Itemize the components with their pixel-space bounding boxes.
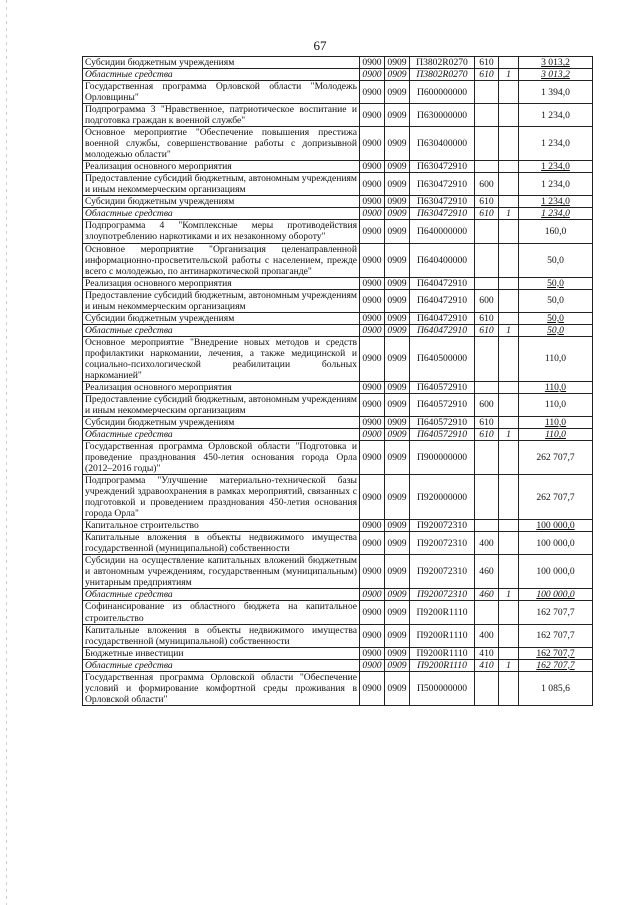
row-subsection: 0909 [385,81,410,104]
row-expense-type: 610 [475,57,499,69]
row-amount [519,336,593,381]
row-name: Областные средства [83,659,360,671]
row-name: Субсидии на осуществление капитальных вложений бюджетным и автономным учреждениям, государственным (муниципальным) унитарным предприятиям [83,555,360,589]
row-expense-type: 460 [475,555,499,589]
row-subsection: 0909 [385,243,410,277]
row-amount [519,196,593,208]
row-fund-source [499,57,519,69]
row-section: 0900 [360,532,385,555]
table-row [83,220,593,243]
row-section: 0900 [360,601,385,624]
table-row [83,416,593,428]
row-fund-source [499,220,519,243]
row-fund-source [499,601,519,624]
row-fund-source [499,532,519,555]
row-target-code: П920072310 [410,589,475,601]
row-section: 0900 [360,104,385,127]
row-name: Подпрограмма 4 "Комплексные меры противодействия злоупотреблению наркотиками и их незаконному обороту" [83,220,360,243]
budget-table [82,56,593,706]
row-expense-type [475,277,499,289]
table-row [83,647,593,659]
row-amount [519,475,593,520]
row-section: 0900 [360,208,385,220]
row-name: Капитальные вложения в объекты недвижимого имущества государственной (муниципальной) собственности [83,624,360,647]
amount-value: 50,0 [547,254,564,266]
row-name: Областные средства [83,429,360,441]
row-fund-source [499,173,519,196]
table-row [83,69,593,81]
row-subsection: 0909 [385,601,410,624]
row-section: 0900 [360,624,385,647]
row-section: 0900 [360,277,385,289]
table-row [83,57,593,69]
row-fund-source: 1 [499,69,519,81]
row-section: 0900 [360,69,385,81]
row-fund-source [499,555,519,589]
row-target-code: П640572910 [410,416,475,428]
row-name: Областные средства [83,589,360,601]
row-expense-type: 460 [475,589,499,601]
row-name: Областные средства [83,324,360,336]
row-name: Основное мероприятие "Организация целенаправленной информационно-просветительской работы с населением, прежде всего с молодежью, по антинаркотической пропаганде" [83,243,360,277]
row-fund-source [499,161,519,173]
row-expense-type [475,104,499,127]
row-amount [519,429,593,441]
row-subsection: 0909 [385,161,410,173]
row-subsection: 0909 [385,127,410,161]
row-fund-source [499,104,519,127]
row-name: Государственная программа Орловской области "Подготовка и проведение празднования 450-летия основания города Орла (2012–2016 годы)" [83,441,360,475]
amount-value: 110,0 [544,399,567,411]
row-target-code: П9200R1110 [410,659,475,671]
row-subsection: 0909 [385,624,410,647]
row-expense-type: 600 [475,173,499,196]
row-amount [519,127,593,161]
row-expense-type [475,381,499,393]
row-amount [519,381,593,393]
row-amount [519,647,593,659]
row-fund-source [499,289,519,312]
row-target-code: П630000000 [410,104,475,127]
table-row [83,289,593,312]
amount-value: 1 234,0 [541,196,570,208]
row-name: Областные средства [83,208,360,220]
row-expense-type: 610 [475,312,499,324]
row-amount [519,589,593,601]
row-target-code: П920000000 [410,475,475,520]
row-fund-source: 1 [499,429,519,441]
row-expense-type [475,161,499,173]
row-target-code: П640400000 [410,243,475,277]
row-name: Субсидии бюджетным учреждениям [83,416,360,428]
amount-value: 110,0 [544,353,567,365]
amount-value: 1 234,0 [541,109,570,121]
row-subsection: 0909 [385,659,410,671]
row-section: 0900 [360,220,385,243]
row-subsection: 0909 [385,520,410,532]
row-section: 0900 [360,416,385,428]
row-section: 0900 [360,173,385,196]
amount-value: 3 013,2 [541,69,570,81]
row-expense-type: 610 [475,429,499,441]
row-expense-type: 610 [475,324,499,336]
row-amount [519,161,593,173]
table-row [83,381,593,393]
row-target-code: П640472910 [410,277,475,289]
amount-value: 162 707,7 [536,659,575,671]
table-row [83,671,593,705]
row-amount [519,520,593,532]
table-row [83,104,593,127]
table-row [83,624,593,647]
table-row [83,196,593,208]
row-expense-type [475,671,499,705]
row-subsection: 0909 [385,277,410,289]
row-target-code: П500000000 [410,671,475,705]
row-amount [519,243,593,277]
row-section: 0900 [360,520,385,532]
row-name: Подпрограмма 3 "Нравственное, патриотическое воспитание и подготовка граждан к военной службе" [83,104,360,127]
amount-value: 50,0 [547,277,564,289]
row-subsection: 0909 [385,289,410,312]
row-target-code: П640472910 [410,312,475,324]
row-subsection: 0909 [385,196,410,208]
row-target-code: П920072310 [410,555,475,589]
row-name: Подпрограмма "Улучшение материально-технической базы учреждений здравоохранения в рамках мероприятий, связанных с подготовкой и проведением празднования 450-летия основания города Орла" [83,475,360,520]
row-expense-type: 610 [475,196,499,208]
row-fund-source [499,81,519,104]
row-section: 0900 [360,336,385,381]
amount-value: 262 707,7 [536,452,575,464]
row-expense-type [475,243,499,277]
row-amount [519,601,593,624]
row-name: Реализация основного мероприятия [83,161,360,173]
row-amount [519,324,593,336]
row-amount [519,416,593,428]
table-row [83,336,593,381]
row-fund-source [499,624,519,647]
row-name: Капитальные вложения в объекты недвижимого имущества государственной (муниципальной) собственности [83,532,360,555]
amount-value: 1 234,0 [541,161,570,173]
row-name: Субсидии бюджетным учреждениям [83,196,360,208]
row-amount [519,671,593,705]
row-subsection: 0909 [385,336,410,381]
row-target-code: П3802R0270 [410,69,475,81]
row-section: 0900 [360,312,385,324]
row-section: 0900 [360,659,385,671]
table-row [83,555,593,589]
row-name: Капитальное строительство [83,520,360,532]
amount-value: 110,0 [544,416,567,428]
row-subsection: 0909 [385,647,410,659]
amount-value: 110,0 [544,381,567,393]
row-expense-type: 610 [475,69,499,81]
row-subsection: 0909 [385,173,410,196]
table-row [83,659,593,671]
row-section: 0900 [360,381,385,393]
row-section: 0900 [360,57,385,69]
row-subsection: 0909 [385,475,410,520]
row-target-code: П640472910 [410,289,475,312]
row-section: 0900 [360,393,385,416]
row-subsection: 0909 [385,441,410,475]
page-number: 67 [313,38,327,53]
row-target-code: П3802R0270 [410,57,475,69]
row-expense-type [475,520,499,532]
row-target-code: П9200R1110 [410,624,475,647]
row-fund-source [499,520,519,532]
row-fund-source [499,441,519,475]
row-fund-source [499,475,519,520]
row-target-code: П920072310 [410,532,475,555]
row-expense-type: 600 [475,393,499,416]
table-row [83,161,593,173]
row-name: Реализация основного мероприятия [83,381,360,393]
row-name: Государственная программа Орловской области "Молодежь Орловщины" [83,81,360,104]
row-name: Реализация основного мероприятия [83,277,360,289]
row-target-code: П900000000 [410,441,475,475]
row-expense-type: 400 [475,532,499,555]
row-section: 0900 [360,555,385,589]
row-target-code: П640000000 [410,220,475,243]
row-amount [519,69,593,81]
table-row [83,81,593,104]
amount-value: 50,0 [547,312,564,324]
row-fund-source: 1 [499,324,519,336]
amount-value: 262 707,7 [536,491,575,503]
amount-value: 1 234,0 [541,138,570,150]
row-amount [519,659,593,671]
row-section: 0900 [360,127,385,161]
row-amount [519,208,593,220]
amount-value: 50,0 [547,295,564,307]
table-row [83,475,593,520]
row-fund-source [499,243,519,277]
scan-margin-line [6,0,7,905]
table-row [83,589,593,601]
row-expense-type [475,220,499,243]
row-section: 0900 [360,441,385,475]
row-expense-type: 610 [475,416,499,428]
row-name: Предоставление субсидий бюджетным, автономным учреждениям и иным некоммерческим организациям [83,393,360,416]
row-amount [519,532,593,555]
row-expense-type [475,441,499,475]
row-expense-type: 400 [475,624,499,647]
row-fund-source [499,127,519,161]
table-row [83,441,593,475]
row-amount [519,393,593,416]
table-row [83,173,593,196]
row-subsection: 0909 [385,324,410,336]
row-amount [519,312,593,324]
row-fund-source [499,196,519,208]
row-section: 0900 [360,429,385,441]
row-expense-type: 610 [475,208,499,220]
row-name: Субсидии бюджетным учреждениям [83,57,360,69]
amount-value: 100 000,0 [536,589,575,601]
table-row [83,532,593,555]
row-fund-source: 1 [499,659,519,671]
row-amount [519,624,593,647]
row-section: 0900 [360,196,385,208]
row-section: 0900 [360,81,385,104]
row-subsection: 0909 [385,589,410,601]
table-row [83,277,593,289]
row-section: 0900 [360,161,385,173]
row-section: 0900 [360,243,385,277]
row-name: Предоставление субсидий бюджетным, автономным учреждениям и иным некоммерческим организациям [83,173,360,196]
amount-value: 1 394,0 [541,86,570,98]
row-expense-type [475,81,499,104]
row-fund-source [499,277,519,289]
row-name: Софинансирование из областного бюджета на капитальное строительство [83,601,360,624]
amount-value: 110,0 [545,429,566,440]
table-row [83,520,593,532]
row-fund-source [499,647,519,659]
row-target-code: П640472910 [410,324,475,336]
amount-value: 3 013,2 [541,57,570,68]
row-target-code: П920072310 [410,520,475,532]
row-subsection: 0909 [385,104,410,127]
row-subsection: 0909 [385,532,410,555]
row-target-code: П630472910 [410,208,475,220]
amount-value: 100 000,0 [536,537,575,549]
row-subsection: 0909 [385,208,410,220]
row-amount [519,57,593,69]
amount-value: 100 000,0 [536,566,575,578]
row-expense-type: 410 [475,659,499,671]
row-target-code: П640572910 [410,429,475,441]
table-row [83,601,593,624]
row-section: 0900 [360,289,385,312]
row-expense-type [475,601,499,624]
row-section: 0900 [360,647,385,659]
row-subsection: 0909 [385,220,410,243]
row-name: Бюджетные инвестиции [83,647,360,659]
amount-value: 1 234,0 [541,178,570,190]
row-amount [519,220,593,243]
row-section: 0900 [360,475,385,520]
row-amount [519,555,593,589]
row-section: 0900 [360,589,385,601]
row-target-code: П630472910 [410,161,475,173]
row-expense-type [475,336,499,381]
table-row [83,208,593,220]
row-target-code: П640572910 [410,393,475,416]
row-target-code: П9200R1110 [410,647,475,659]
row-amount [519,441,593,475]
amount-value: 162 707,7 [536,630,575,642]
row-fund-source [499,336,519,381]
row-name: Основное мероприятие "Внедрение новых методов и средств профилактики наркомании, лечения, а также медицинской и социально-психологической реабилитации больных наркоманией" [83,336,360,381]
row-expense-type: 410 [475,647,499,659]
row-subsection: 0909 [385,416,410,428]
row-fund-source [499,381,519,393]
amount-value: 50,0 [547,324,564,336]
row-amount [519,104,593,127]
row-fund-source [499,312,519,324]
row-subsection: 0909 [385,429,410,441]
row-subsection: 0909 [385,381,410,393]
amount-value: 160,0 [544,225,567,237]
row-target-code: П640572910 [410,381,475,393]
table-row [83,243,593,277]
budget-table-body [83,57,593,706]
amount-value: 100 000,0 [536,520,575,532]
row-expense-type [475,127,499,161]
table-row [83,393,593,416]
row-target-code: П640500000 [410,336,475,381]
amount-value: 162 707,7 [536,647,575,659]
row-amount [519,173,593,196]
amount-value: 1 085,6 [541,682,570,694]
row-target-code: П630472910 [410,173,475,196]
row-name: Субсидии бюджетным учреждениям [83,312,360,324]
table-row [83,127,593,161]
amount-value: 1 234,0 [541,208,570,220]
row-name: Государственная программа Орловской области "Обеспечение условий и формирование комфортной среды проживания в Орловской области" [83,671,360,705]
row-subsection: 0909 [385,57,410,69]
row-fund-source [499,416,519,428]
row-amount [519,81,593,104]
row-subsection: 0909 [385,555,410,589]
row-amount [519,277,593,289]
table-row [83,312,593,324]
row-fund-source: 1 [499,589,519,601]
row-name: Основное мероприятие "Обеспечение повышения престижа военной службы, совершенствование работы с допризывной молодежью области" [83,127,360,161]
row-subsection: 0909 [385,69,410,81]
table-row [83,429,593,441]
row-subsection: 0909 [385,393,410,416]
row-amount [519,289,593,312]
row-fund-source [499,393,519,416]
row-target-code: П600000000 [410,81,475,104]
row-subsection: 0909 [385,312,410,324]
row-section: 0900 [360,671,385,705]
row-target-code: П9200R1110 [410,601,475,624]
row-fund-source [499,671,519,705]
row-section: 0900 [360,324,385,336]
row-name: Предоставление субсидий бюджетным, автономным учреждениям и иным некоммерческим организациям [83,289,360,312]
row-fund-source: 1 [499,208,519,220]
row-expense-type: 600 [475,289,499,312]
row-expense-type [475,475,499,520]
row-name: Областные средства [83,69,360,81]
amount-value: 162 707,7 [536,606,575,618]
table-row [83,324,593,336]
row-target-code: П630400000 [410,127,475,161]
row-target-code: П630472910 [410,196,475,208]
row-subsection: 0909 [385,671,410,705]
